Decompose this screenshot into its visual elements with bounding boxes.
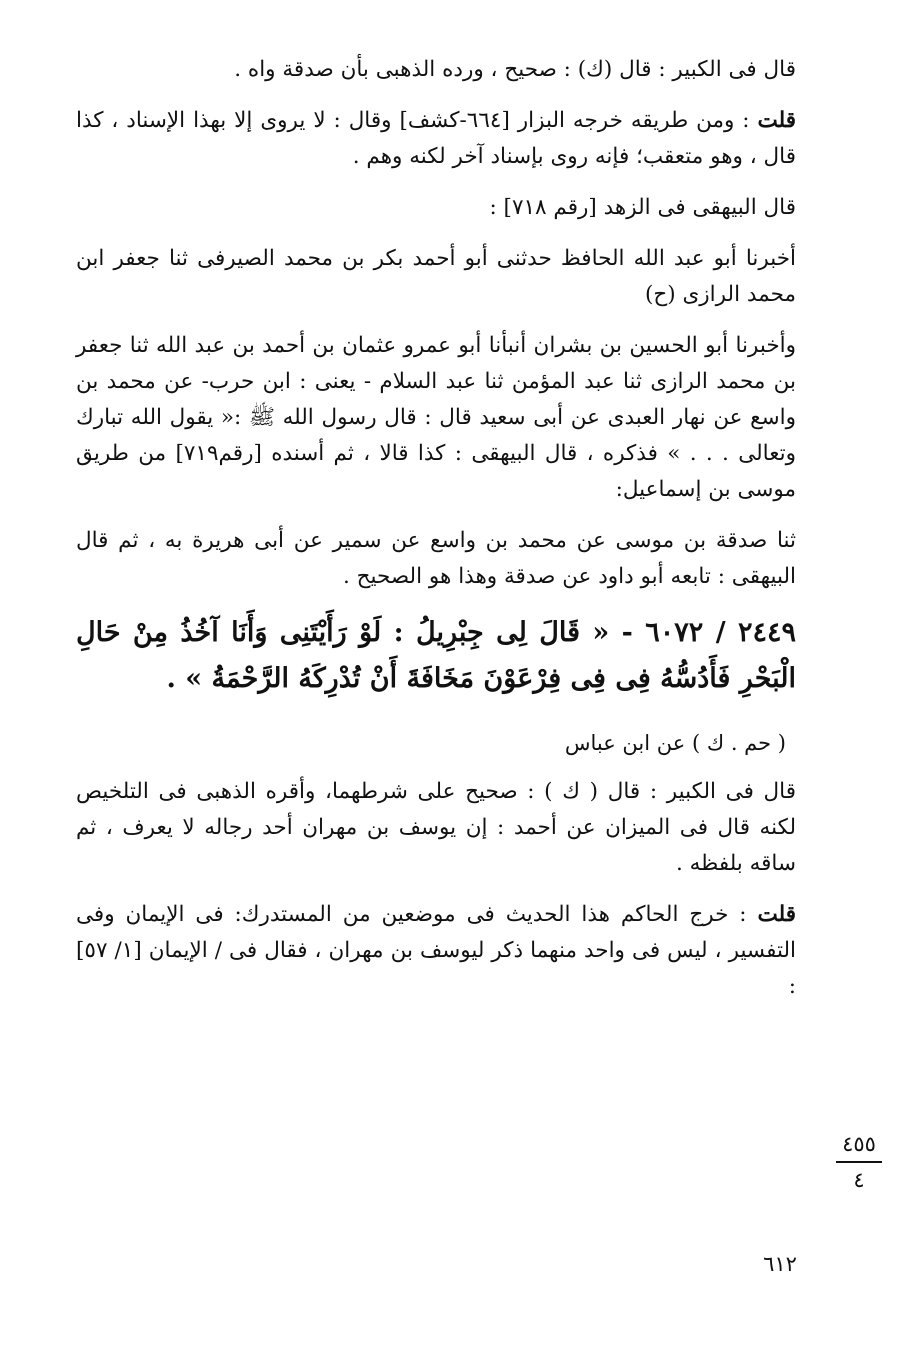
margin-reference-top: ٤٥٥: [842, 1132, 876, 1156]
paragraph-2-label: قلت: [757, 108, 796, 133]
paragraph-5: وأخبرنا أبو الحسين بن بشران أنبأنا أبو عمرو عثمان بن أحمد بن عبد الله ثنا جعفر بن محمد الرازى ثنا عبد المؤمن ثنا عبد السلام - يعنى : ابن حرب- عن محمد بن واسع عن نهار العبدى عن أبى سعيد قال : قال رسول الله ﷺ :« يقول الله تبارك وتعالى . . . » فذكره ، قال البيهقى : كذا قالا ، ثم أسنده [رقم٧١٩] من طريق موسى بن إسماعيل:: [76, 333, 796, 502]
paragraph-3: قال البيهقى فى الزهد [رقم ٧١٨] :: [489, 195, 796, 220]
margin-reference-rule: [836, 1161, 882, 1163]
page-body: [76, 52, 796, 1020]
paragraph-8: [76, 897, 796, 1005]
page-number: ٦١٢: [763, 1252, 797, 1276]
paragraph-7: قال فى الكبير : قال ( ك ) : صحيح على شرطهما، وأقره الذهبى فى التلخيص لكنه قال فى الميزان عن أحمد : إن يوسف بن مهران أحد رجاله لا يعرف ، ثم ساقه بلفظه .: [76, 779, 796, 876]
paragraph-2-text: : ومن طريقه خرجه البزار [٦٦٤-كشف] وقال : لا يروى إلا بهذا الإسناد ، كذا قال ، وهو متعقب؛ فإنه روى بإسناد آخر لكنه وهم .: [76, 108, 796, 169]
paragraph-2: [76, 103, 796, 175]
paragraph-4: أخبرنا أبو عبد الله الحافظ حدثنى أبو أحمد بكر بن محمد الصيرفى ثنا جعفر ابن محمد الرازى (ح): [76, 246, 796, 307]
margin-reference-bottom: ٤: [853, 1168, 865, 1192]
paragraph-1: قال فى الكبير : قال (ك) : صحيح ، ورده الذهبى بأن صدقة واه .: [234, 57, 796, 82]
margin-reference: [832, 1130, 886, 1194]
hadith-source: ( حم . ك ) عن ابن عباس: [564, 731, 786, 755]
paragraph-6: ثنا صدقة بن موسى عن محمد بن واسع عن سمير عن أبى هريرة به ، ثم قال البيهقى : تابعه أبو داود عن صدقة وهذا هو الصحيح .: [76, 528, 796, 589]
paragraph-8-label: قلت: [757, 902, 796, 927]
paragraph-8-text: : خرج الحاكم هذا الحديث فى موضعين من المستدرك: فى الإيمان وفى التفسير ، ليس فى واحد منهما ذكر ليوسف بن مهران ، فقال فى / الإيمان [١/ ٥٧] :: [76, 902, 796, 999]
hadith-text: ٢٤٤٩ / ٦٠٧٢ - « قَالَ لِى جِبْرِيلُ : لَوْ رَأَيْتَنِى وَأَنَا آخُذُ مِنْ حَالِ الْبَحْرِ فَأَدُسُّهُ فِى فِى فِرْعَوْنَ مَخَافَةَ أَنْ تُدْرِكَهُ الرَّحْمَةُ » .: [76, 617, 796, 694]
